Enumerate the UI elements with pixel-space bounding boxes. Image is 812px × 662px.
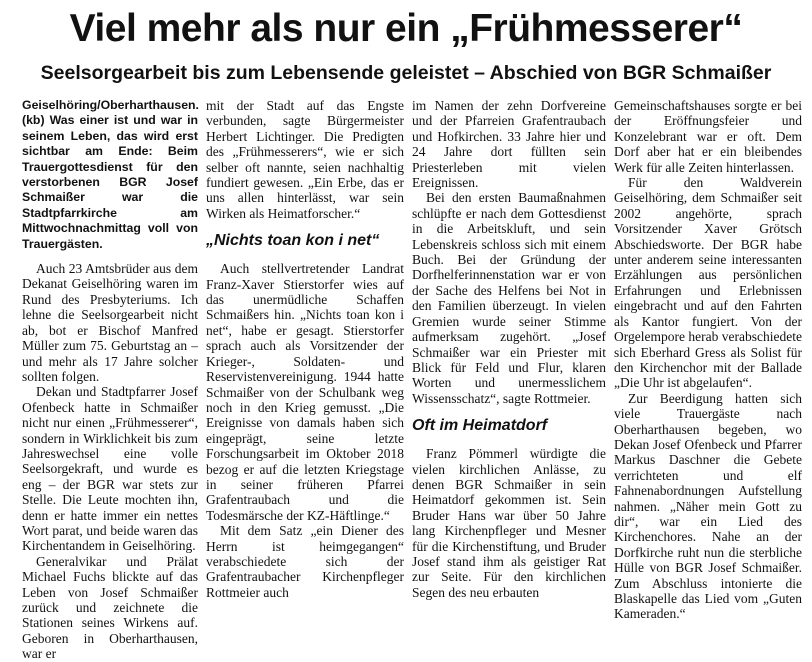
column-3 <box>412 98 606 600</box>
column-1 <box>22 98 199 662</box>
paragraph: Bei den ersten Baumaßnahmen schlüpfte er nach dem Gottesdienst in die Arbeitskluft, und sein Lebenskreis schloss sich mit einem Buch. Bei der Gründung der Dorfhelferinnenstation war er von der Sache des Helfens bei Not in den Familien überzeugt. In vielen Gremien wurde seiner Stimme aufmerksam zugehört. „Josef Schmaißer war ein Priester mit Blick für Feld und Flur, klaren Worten und unermesslichem Wissensschatz“, sagte Rottmeier. <box>412 190 606 406</box>
section-heading: „Nichts toan kon i net“ <box>206 232 380 250</box>
subheadline: Seelsorgearbeit bis zum Lebensende geleistet – Abschied von BGR Schmaißer <box>40 62 772 84</box>
column-4 <box>614 98 802 622</box>
paragraph: im Namen der zehn Dorfvereine und der Pfarreien Grafentraubach und Hofkirchen. 33 Jahre hier und 24 Jahre dort füllten sein Priesterleben mit vielen Ereignissen. <box>412 98 606 191</box>
paragraph: Für den Waldverein Geiselhöring, dem Schmaißer seit 2002 angehörte, sprach Vorsitzender Xaver Grötsch Abschiedsworte. Der BGR habe unter anderem seine interessanten Erzählungen aus persönlichen Erfahrungen und Erlebnissen eingebracht und auf den Fahrten als Kantor fungiert. Von der Orgelempore herab verabschiedete sich Eberhard Gress als Solist für den Kirchenchor mit der Ballade „Die Uhr ist abgelaufen“. <box>614 175 802 391</box>
paragraph: mit der Stadt auf das Engste verbunden, sagte Bürgermeister Herbert Lichtinger. Die Predigten des „Frühmesserers“, wie er sich selber oft nannte, seien nachhaltig fundiert gewesen. „Ein Erbe, das er uns allen hinterlässt, war sein Wirken als Heimatforscher.“ <box>206 98 404 221</box>
section-heading: Oft im Heimatdorf <box>412 417 548 435</box>
paragraph: Zur Beerdigung hatten sich viele Trauergäste nach Oberharthausen begeben, wo Dekan Josef Ofenbeck und Pfarrer Markus Daschner die Gebete verrichteten und elf Fahnenabordnungen Aufstellung nahmen. „Näher mein Gott zu dir“, war ein Lied des Kirchenchores. Nahe an der Dorfkirche ruht nun die sterbliche Hülle von BGR Josef Schmaißer. Zum Abschluss intonierte die Blaskapelle das Lied vom „Guten Kameraden.“ <box>614 390 802 622</box>
lead-paragraph: Geiselhöring/Oberharthausen. (kb) Was einer ist und war in seinem Leben, das wird erst sichtbar am Ende: Beim Trauergottesdienst für den verstorbenen BGR Josef Schmaißer war die Stadtpfarrkirche am Mittwochnachmittag voll von Trauergästen. <box>22 98 199 251</box>
paragraph: Mit dem Satz „ein Diener des Herrn ist heimgegangen“ verabschiedete sich der Grafentraubacher Kirchenpfleger Rottmeier auch <box>206 523 404 600</box>
column-2 <box>206 98 404 600</box>
paragraph: Auch 23 Amtsbrüder aus dem Dekanat Geiselhöring waren im Rund des Presbyteriums. Ich lehne die Seelsorgearbeit nicht ab, bot er Bischof Manfred Müller zum 75. Geburtstag an – und mehr als 17 Jahre solcher sollten folgen. <box>22 261 198 384</box>
paragraph: Auch stellvertretender Landrat Franz-Xaver Stierstorfer wies auf das unermüdliche Schaffen Schmaißers hin. „Nichts toan kon i net“, habe er gesagt. Stierstorfer sprach auch als Vorsitzender der Krieger-, Soldaten- und Reservistenvereinigung. 1944 hatte Schmaißer von der Schulbank weg noch in den Krieg gemusst. „Die Ereignisse von damals haben sich eingeprägt, seine letzte Forschungsarbeit im Oktober 2018 bezog er auf die letzten Kriegstage in seiner früheren Pfarrei Grafentraubach und die Todesmärsche der KZ-Häftlinge.“ <box>206 261 404 523</box>
paragraph: Dekan und Stadtpfarrer Josef Ofenbeck hatte in Schmaißer nicht nur einen „Frühmesserer“, sondern in Wirklichkeit bis zum Jahreswechsel eine volle Seelsorgekraft, und wurde es eng – der BGR war stets zur Stelle. Die Leute mochten ihn, denn er hatte immer ein nettes Wort parat, und beide waren das Kirchentandem in Geiselhöring. <box>22 384 198 554</box>
paragraph: Franz Pömmerl würdigte die vielen kirchlichen Anlässe, zu denen BGR Schmaißer in sein Heimatdorf gekommen ist. Sein Bruder Hans war über 50 Jahre lang Kirchenpfleger und Mesner für die Kirchenstiftung, und Bruder Josef stand ihm als geistiger Rat zur Seite. Für den kirchlichen Segen des neu erbauten <box>412 446 606 600</box>
paragraph: Generalvikar und Prälat Michael Fuchs blickte auf das Leben von Josef Schmaißer zurück und zeichnete die Stationen seines Wirkens auf. Geboren in Oberharthausen, war er <box>22 553 198 662</box>
paragraph: Gemeinschaftshauses sorgte er bei der Eröffnungsfeier und Konzelebrant war er oft. Dem Dorf aber hat er ein bleibendes Werk für alle Zeiten hinterlassen. <box>614 98 802 175</box>
headline: Viel mehr als nur ein „Frühmesserer“ <box>69 7 743 50</box>
